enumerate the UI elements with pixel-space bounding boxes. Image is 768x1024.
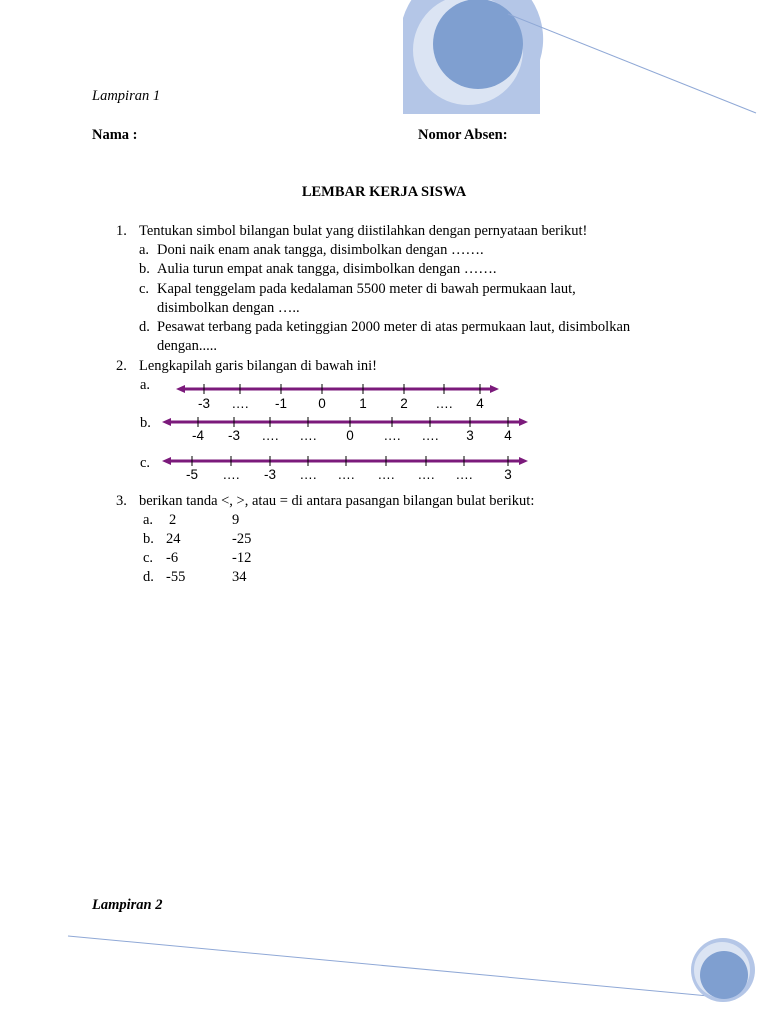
numberline-b-label: 4 — [504, 428, 512, 443]
q3-pair-c-right: -12 — [232, 550, 252, 566]
numberline-c-label: …. — [417, 467, 435, 482]
numberline-a-arrow-left — [176, 385, 185, 393]
q1-item-b-text: Aulia turun empat anak tangga, disimbolkan dengan ……. — [157, 261, 497, 277]
q1-item-a-letter: a. — [139, 242, 150, 258]
numberline-c-label: …. — [337, 467, 355, 482]
q1-item-a-text: Doni naik enam anak tangga, disimbolkan dengan ……. — [157, 242, 484, 258]
lampiran-2-label: Lampiran 2 — [92, 897, 163, 913]
numberline-c-label: …. — [299, 467, 317, 482]
q3-pair-d-letter: d. — [143, 569, 154, 585]
q3-pair-b-left: 24 — [166, 531, 181, 547]
numberline-b-arrow-right — [519, 418, 528, 426]
numberline-b-label: …. — [261, 428, 279, 443]
numberline-a-label: …. — [231, 396, 249, 411]
numberline-b-label: -4 — [191, 428, 205, 443]
q3-pair-c-letter: c. — [143, 550, 154, 566]
q3-pair-b-letter: b. — [143, 531, 154, 547]
q3-number: 3. — [116, 493, 127, 509]
numberline-b-label: …. — [383, 428, 401, 443]
numberline-a-label: -1 — [274, 396, 288, 411]
q3-pair-d-right: 34 — [232, 569, 247, 585]
q3-pair-a-left: 2 — [169, 512, 177, 528]
q1-item-d-letter: d. — [139, 319, 150, 335]
numberline-b-letter: b. — [140, 415, 151, 431]
page-title: LEMBAR KERJA SISWA — [301, 184, 467, 200]
nama-label: Nama : — [92, 127, 138, 143]
numberline-c-label: …. — [377, 467, 395, 482]
q1-item-c-letter: c. — [139, 281, 150, 297]
numberline-c-label: 3 — [504, 467, 512, 482]
q3-pair-a-right: 9 — [232, 512, 240, 528]
numberline-c-label: -3 — [263, 467, 277, 482]
q2-text: Lengkapilah garis bilangan di bawah ini! — [139, 358, 377, 374]
numberline-c-arrow-right — [519, 457, 528, 465]
q3-text: berikan tanda <, >, atau = di antara pasangan bilangan bulat berikut: — [139, 493, 535, 509]
numberline-c-label: …. — [455, 467, 473, 482]
numberline-a-label: 2 — [400, 396, 408, 411]
q1-item-b-letter: b. — [139, 261, 150, 277]
numberline-b-label: 0 — [346, 428, 354, 443]
numberline-c-label: -5 — [185, 467, 199, 482]
q1-item-d-text: Pesawat terbang pada ketinggian 2000 meter di atas permukaan laut, disimbolkan — [157, 319, 631, 335]
numberline-c-letter: c. — [140, 455, 151, 471]
numberline-a-letter: a. — [140, 377, 151, 393]
nomor-absen-label: Nomor Absen: — [418, 127, 508, 143]
numberline-b-label: 3 — [466, 428, 474, 443]
q1-item-d-continuation: dengan..... — [157, 338, 217, 354]
q1-item-c-text: Kapal tenggelam pada kedalaman 5500 meter di bawah permukaan laut, — [157, 281, 576, 297]
numberline-c-label: …. — [222, 467, 240, 482]
numberline-a-arrow-right — [490, 385, 499, 393]
numberline-a-label: 4 — [476, 396, 484, 411]
numberline-c-arrow-left — [162, 457, 171, 465]
q1-number: 1. — [116, 223, 127, 239]
q3-pair-d-left: -55 — [166, 569, 186, 585]
numberline-b-label: -3 — [227, 428, 241, 443]
lampiran-1-label: Lampiran 1 — [92, 88, 161, 104]
q1-item-c-continuation: disimbolkan dengan ….. — [157, 300, 300, 316]
numberline-b-label: …. — [299, 428, 317, 443]
numberline-a-label: -3 — [197, 396, 211, 411]
numberline-b-label: …. — [421, 428, 439, 443]
numberline-b-arrow-left — [162, 418, 171, 426]
q2-number: 2. — [116, 358, 127, 374]
q3-pair-a-letter: a. — [143, 512, 154, 528]
numberline-a-label: 0 — [318, 396, 326, 411]
numberline-a-label: 1 — [359, 396, 367, 411]
numberline-a-label: …. — [435, 396, 453, 411]
q3-pair-c-left: -6 — [166, 550, 179, 566]
q1-text: Tentukan simbol bilangan bulat yang diistilahkan dengan pernyataan berikut! — [139, 223, 588, 239]
q3-pair-b-right: -25 — [232, 531, 252, 547]
